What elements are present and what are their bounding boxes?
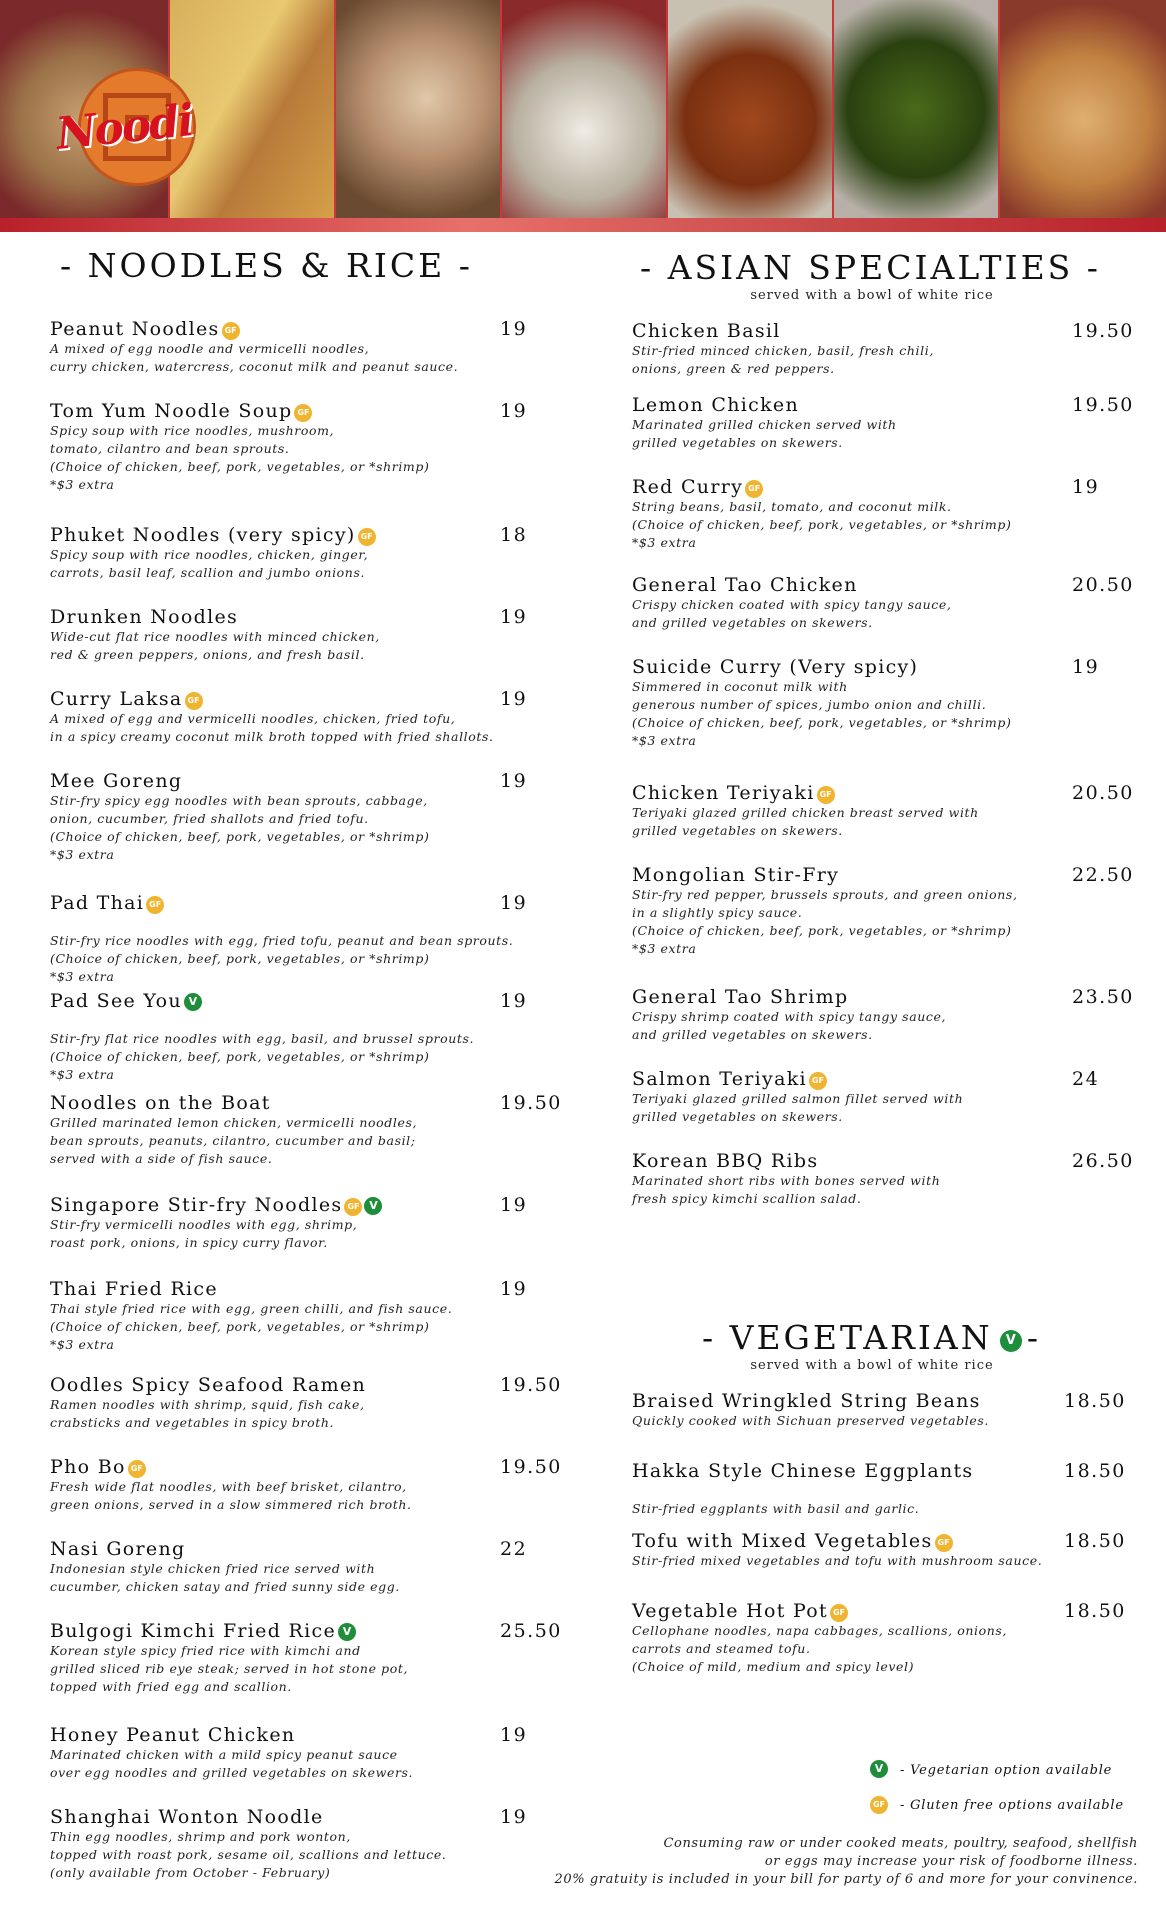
menu-item-name bbox=[632, 394, 1132, 416]
menu-item-description: A mixed of egg and vermicelli noodles, chicken, fried tofu, in a spicy creamy coconut milk broth topped with fried shallots. bbox=[50, 711, 494, 744]
menu-item-name bbox=[632, 1600, 1132, 1622]
menu-item-name bbox=[632, 782, 1132, 804]
item-name-text: Tom Yum Noodle Soup bbox=[50, 400, 293, 422]
item-name-text: Phuket Noodles (very spicy) bbox=[50, 524, 356, 546]
menu-item-description: Marinated short ribs with bones served with fresh spicy kimchi scallion salad. bbox=[632, 1173, 941, 1206]
menu-item-mee-goreng bbox=[50, 770, 580, 864]
item-name-text: Thai Fried Rice bbox=[50, 1278, 218, 1300]
gluten-free-icon: GF bbox=[809, 1072, 827, 1090]
menu-item-general-tao-shrimp bbox=[632, 986, 1132, 1044]
gluten-free-icon: GF bbox=[870, 1796, 888, 1814]
section-title: - ASIAN SPECIALTIES - bbox=[640, 248, 1101, 287]
menu-item-price: 19 bbox=[500, 400, 528, 422]
menu-item-description: Teriyaki glazed grilled salmon fillet served with grilled vegetables on skewers. bbox=[632, 1091, 964, 1124]
header-banner bbox=[0, 0, 1166, 232]
menu-item-name bbox=[632, 1460, 1132, 1482]
item-name-text: Curry Laksa bbox=[50, 688, 183, 710]
menu-item-price: 18.50 bbox=[1064, 1530, 1126, 1552]
menu-item-pho-bo bbox=[50, 1456, 580, 1514]
vegetarian-icon: V bbox=[1000, 1330, 1022, 1352]
menu-item-braised-wringkled-string-beans bbox=[632, 1390, 1132, 1430]
item-name-text: Bulgogi Kimchi Fried Rice bbox=[50, 1620, 336, 1642]
food-photo bbox=[668, 0, 832, 218]
gluten-free-icon: GF bbox=[146, 896, 164, 914]
gluten-free-icon: GF bbox=[935, 1534, 953, 1552]
menu-item-price: 19 bbox=[500, 1806, 528, 1828]
section-title: - NOODLES & RICE - bbox=[60, 246, 473, 285]
menu-item-price: 20.50 bbox=[1072, 782, 1134, 804]
menu-item-price: 19 bbox=[500, 990, 528, 1012]
menu-item-description: Teriyaki glazed grilled chicken breast served with grilled vegetables on skewers. bbox=[632, 805, 979, 838]
menu-item-price: 19 bbox=[500, 1194, 528, 1216]
menu-item-description: String beans, basil, tomato, and coconut milk. (Choice of chicken, beef, pork, vegetables, or *shrimp) *$3 extra bbox=[632, 499, 1012, 550]
menu-item-drunken-noodles bbox=[50, 606, 580, 664]
menu-item-price: 19.50 bbox=[500, 1374, 562, 1396]
asian-specialties-section bbox=[632, 240, 1132, 1720]
menu-item-price: 19 bbox=[500, 770, 528, 792]
menu-item-description: Indonesian style chicken fried rice served with cucumber, chicken satay and fried sunny side egg. bbox=[50, 1561, 400, 1594]
menu-item-mongolian-stir-fry bbox=[632, 864, 1132, 958]
item-name-text: Shanghai Wonton Noodle bbox=[50, 1806, 324, 1828]
menu-item-name bbox=[632, 1150, 1132, 1172]
menu-item-noodles-on-the-boat bbox=[50, 1092, 580, 1168]
menu-item-pad-see-you bbox=[50, 990, 580, 1084]
vegetarian-icon: V bbox=[870, 1760, 888, 1778]
footer-line: Consuming raw or under cooked meats, poultry, seafood, shellfish bbox=[663, 1836, 1138, 1851]
item-name-text: Nasi Goreng bbox=[50, 1538, 186, 1560]
menu-item-description: Wide-cut flat rice noodles with minced chicken, red & green peppers, onions, and fresh basil. bbox=[50, 629, 380, 662]
menu-item-nasi-goreng bbox=[50, 1538, 580, 1596]
menu-item-korean-bbq-ribs bbox=[632, 1150, 1132, 1208]
menu-item-description: Simmered in coconut milk with generous number of spices, jumbo onion and chilli. (Choice of chicken, beef, pork, vegetables, or *shrimp) *$3 extra bbox=[632, 679, 1012, 748]
section-subtitle: served with a bowl of white rice bbox=[750, 1358, 994, 1373]
menu-item-tofu-with-mixed-vegetables bbox=[632, 1530, 1132, 1570]
menu-item-shanghai-wonton-noodle bbox=[50, 1806, 580, 1882]
menu-item-hakka-style-chinese-eggplants bbox=[632, 1460, 1132, 1518]
gluten-free-icon: GF bbox=[830, 1604, 848, 1622]
menu-item-description: Spicy soup with rice noodles, chicken, ginger, carrots, basil leaf, scallion and jumbo onions. bbox=[50, 547, 369, 580]
menu-item-price: 18 bbox=[500, 524, 528, 546]
menu-item-description: Crispy shrimp coated with spicy tangy sauce, and grilled vegetables on skewers. bbox=[632, 1009, 947, 1042]
gluten-free-icon: GF bbox=[817, 786, 835, 804]
item-name-text: Salmon Teriyaki bbox=[632, 1068, 807, 1090]
menu-item-suicide-curry-very-spicy bbox=[632, 656, 1132, 750]
gluten-free-icon: GF bbox=[128, 1460, 146, 1478]
item-name-text: Korean BBQ Ribs bbox=[632, 1150, 819, 1172]
item-name-text: Noodles on the Boat bbox=[50, 1092, 271, 1114]
menu-item-name bbox=[632, 574, 1132, 596]
section-title: - VEGETARIAN bbox=[702, 1318, 993, 1357]
menu-item-price: 18.50 bbox=[1064, 1460, 1126, 1482]
item-name-text: Tofu with Mixed Vegetables bbox=[632, 1530, 933, 1552]
legend bbox=[868, 1760, 1124, 1832]
menu-item-price: 19 bbox=[500, 688, 528, 710]
menu-item-description: Stir-fry vermicelli noodles with egg, shrimp, roast pork, onions, in spicy curry flavor. bbox=[50, 1217, 358, 1250]
menu-item-salmon-teriyaki bbox=[632, 1068, 1132, 1126]
item-name-text: General Tao Chicken bbox=[632, 574, 858, 596]
menu-item-price: 19.50 bbox=[500, 1092, 562, 1114]
legend-vegetarian bbox=[868, 1760, 1124, 1796]
menu-item-description: Quickly cooked with Sichuan preserved vegetables. bbox=[632, 1413, 989, 1428]
menu-item-tom-yum-noodle-soup bbox=[50, 400, 580, 494]
gluten-free-icon: GF bbox=[745, 480, 763, 498]
menu-item-honey-peanut-chicken bbox=[50, 1724, 580, 1782]
menu-item-price: 19.50 bbox=[1072, 394, 1134, 416]
menu-item-description: Stir-fried eggplants with basil and garlic. bbox=[632, 1501, 920, 1516]
menu-item-price: 19 bbox=[500, 606, 528, 628]
menu-item-price: 24 bbox=[1072, 1068, 1100, 1090]
menu-item-general-tao-chicken bbox=[632, 574, 1132, 632]
menu-item-price: 19 bbox=[500, 892, 528, 914]
menu-item-description: Stir-fry spicy egg noodles with bean sprouts, cabbage, onion, cucumber, fried shallots and fried tofu. (Choice of chicken, beef, pork, vegetables, or *shrimp) *$3 extra bbox=[50, 793, 430, 862]
menu-item-price: 20.50 bbox=[1072, 574, 1134, 596]
menu-item-name bbox=[632, 1530, 1132, 1552]
noodles-rice-section bbox=[50, 240, 580, 1880]
item-name-text: Drunken Noodles bbox=[50, 606, 239, 628]
item-name-text: Chicken Basil bbox=[632, 320, 781, 342]
vegetarian-title bbox=[702, 1318, 1041, 1357]
legend-gluten-free bbox=[868, 1796, 1124, 1832]
item-name-text: Pad See You bbox=[50, 990, 182, 1012]
item-name-text: Chicken Teriyaki bbox=[632, 782, 815, 804]
menu-item-name bbox=[632, 320, 1132, 342]
menu-item-price: 23.50 bbox=[1072, 986, 1134, 1008]
food-photo bbox=[336, 0, 500, 218]
legend-label: - Vegetarian option available bbox=[900, 1763, 1113, 1778]
menu-item-price: 19 bbox=[500, 318, 528, 340]
food-photo bbox=[1000, 0, 1166, 218]
item-name-text: Pad Thai bbox=[50, 892, 145, 914]
footer-line: or eggs may increase your risk of foodborne illness. bbox=[764, 1854, 1138, 1869]
menu-item-description: Stir-fried minced chicken, basil, fresh chili, onions, green & red peppers. bbox=[632, 343, 934, 376]
item-name-text: Mee Goreng bbox=[50, 770, 183, 792]
menu-item-peanut-noodles bbox=[50, 318, 580, 376]
banner-strip bbox=[0, 218, 1166, 232]
menu-item-price: 25.50 bbox=[500, 1620, 562, 1642]
menu-item-phuket-noodles-very-spicy bbox=[50, 524, 580, 582]
menu-item-description: Spicy soup with rice noodles, mushroom, tomato, cilantro and bean sprouts. (Choice of chicken, beef, pork, vegetables, or *shrimp) *$3 extra bbox=[50, 423, 430, 492]
menu-item-price: 19 bbox=[1072, 656, 1100, 678]
item-name-text: Lemon Chicken bbox=[632, 394, 799, 416]
menu-item-description: Stir-fry flat rice noodles with egg, basil, and brussel sprouts. (Choice of chicken, beef, pork, vegetables, or *shrimp) *$3 extra bbox=[50, 1031, 475, 1082]
gluten-free-icon: GF bbox=[358, 528, 376, 546]
vegetarian-icon: V bbox=[184, 993, 202, 1011]
menu-item-price: 26.50 bbox=[1072, 1150, 1134, 1172]
menu-item-description: Thai style fried rice with egg, green chilli, and fish sauce. (Choice of chicken, beef, pork, vegetables, or *shrimp) *$3 extra bbox=[50, 1301, 453, 1352]
menu-item-description: Grilled marinated lemon chicken, vermicelli noodles, bean sprouts, peanuts, cilantro, cucumber and basil; served with a side of fish sauce. bbox=[50, 1115, 418, 1166]
menu-item-chicken-basil bbox=[632, 320, 1132, 378]
menu-item-price: 18.50 bbox=[1064, 1390, 1126, 1412]
menu-item-description: Cellophane noodles, napa cabbages, scallions, onions, carrots and steamed tofu. (Choice of mild, medium and spicy level) bbox=[632, 1623, 1008, 1674]
food-photo bbox=[834, 0, 998, 218]
item-name-text: Vegetable Hot Pot bbox=[632, 1600, 828, 1622]
gluten-free-icon: GF bbox=[294, 404, 312, 422]
menu-item-lemon-chicken bbox=[632, 394, 1132, 452]
menu-item-name bbox=[632, 1068, 1132, 1090]
menu-item-bulgogi-kimchi-fried-rice bbox=[50, 1620, 580, 1696]
menu-item-price: 19 bbox=[500, 1724, 528, 1746]
item-name-text: Mongolian Stir-Fry bbox=[632, 864, 840, 886]
section-title-dash: - bbox=[1026, 1318, 1041, 1357]
menu-item-name bbox=[632, 476, 1132, 498]
legend-label: - Gluten free options available bbox=[900, 1798, 1124, 1813]
item-name-text: Braised Wringkled String Beans bbox=[632, 1390, 981, 1412]
menu-item-curry-laksa bbox=[50, 688, 580, 746]
menu-item-name bbox=[632, 1390, 1132, 1412]
footer-line: 20% gratuity is included in your bill for party of 6 and more for your convinence. bbox=[554, 1872, 1138, 1887]
menu-item-price: 22 bbox=[500, 1538, 528, 1560]
item-name-text: General Tao Shrimp bbox=[632, 986, 849, 1008]
menu-item-price: 19 bbox=[500, 1278, 528, 1300]
menu-item-description: Korean style spicy fried rice with kimchi and grilled sliced rib eye steak; served in hot stone pot, topped with fried egg and scallion. bbox=[50, 1643, 409, 1694]
gluten-free-icon: GF bbox=[185, 692, 203, 710]
item-name-text: Suicide Curry (Very spicy) bbox=[632, 656, 919, 678]
item-name-text: Hakka Style Chinese Eggplants bbox=[632, 1460, 974, 1482]
logo-text: Noodi bbox=[53, 95, 195, 160]
footer-notice bbox=[554, 1835, 1138, 1889]
menu-item-price: 19 bbox=[1072, 476, 1100, 498]
vegetarian-icon: V bbox=[364, 1197, 382, 1215]
item-name-text: Red Curry bbox=[632, 476, 744, 498]
menu-item-description: Thin egg noodles, shrimp and pork wonton, topped with roast pork, sesame oil, scallions and lettuce. (only available from October - February) bbox=[50, 1829, 447, 1880]
item-name-text: Peanut Noodles bbox=[50, 318, 220, 340]
menu-item-name bbox=[632, 864, 1132, 886]
menu-item-description: Stir-fry rice noodles with egg, fried tofu, peanut and bean sprouts. (Choice of chicken, beef, pork, vegetables, or *shrimp) *$3 extra bbox=[50, 933, 514, 984]
menu-item-chicken-teriyaki bbox=[632, 782, 1132, 840]
menu-item-description: Fresh wide flat noodles, with beef brisket, cilantro, green onions, served in a slow simmered rich broth. bbox=[50, 1479, 412, 1512]
menu-item-description: Stir-fried mixed vegetables and tofu with mushroom sauce. bbox=[632, 1553, 1043, 1568]
item-name-text: Honey Peanut Chicken bbox=[50, 1724, 296, 1746]
vegetarian-icon: V bbox=[338, 1623, 356, 1641]
menu-item-oodles-spicy-seafood-ramen bbox=[50, 1374, 580, 1432]
menu-item-red-curry bbox=[632, 476, 1132, 552]
menu-item-description: A mixed of egg noodle and vermicelli noodles, curry chicken, watercress, coconut milk and peanut sauce. bbox=[50, 341, 459, 374]
menu-item-description: Marinated grilled chicken served with grilled vegetables on skewers. bbox=[632, 417, 897, 450]
menu-item-price: 18.50 bbox=[1064, 1600, 1126, 1622]
item-name-text: Singapore Stir-fry Noodles bbox=[50, 1194, 343, 1216]
gluten-free-icon: GF bbox=[344, 1198, 362, 1216]
section-subtitle: served with a bowl of white rice bbox=[750, 288, 994, 303]
gluten-free-icon: GF bbox=[222, 322, 240, 340]
menu-item-price: 22.50 bbox=[1072, 864, 1134, 886]
item-name-text: Oodles Spicy Seafood Ramen bbox=[50, 1374, 367, 1396]
menu-item-description: Marinated chicken with a mild spicy peanut sauce over egg noodles and grilled vegetables on skewers. bbox=[50, 1747, 414, 1780]
menu-item-name bbox=[632, 986, 1132, 1008]
menu-item-thai-fried-rice bbox=[50, 1278, 580, 1354]
menu-item-name bbox=[632, 656, 1132, 678]
food-photo bbox=[502, 0, 666, 218]
menu-item-description: Stir-fry red pepper, brussels sprouts, and green onions, in a slightly spicy sauce. (Choice of chicken, beef, pork, vegetables, or *shrimp) *$3 extra bbox=[632, 887, 1018, 956]
restaurant-logo bbox=[53, 68, 206, 218]
menu-item-price: 19.50 bbox=[1072, 320, 1134, 342]
menu-item-singapore-stir-fry-noodles bbox=[50, 1194, 580, 1252]
menu-item-pad-thai bbox=[50, 892, 580, 986]
item-name-text: Pho Bo bbox=[50, 1456, 126, 1478]
menu-item-description: Crispy chicken coated with spicy tangy sauce, and grilled vegetables on skewers. bbox=[632, 597, 952, 630]
menu-item-price: 19.50 bbox=[500, 1456, 562, 1478]
menu-item-description: Ramen noodles with shrimp, squid, fish cake, crabsticks and vegetables in spicy broth. bbox=[50, 1397, 365, 1430]
menu-item-vegetable-hot-pot bbox=[632, 1600, 1132, 1676]
